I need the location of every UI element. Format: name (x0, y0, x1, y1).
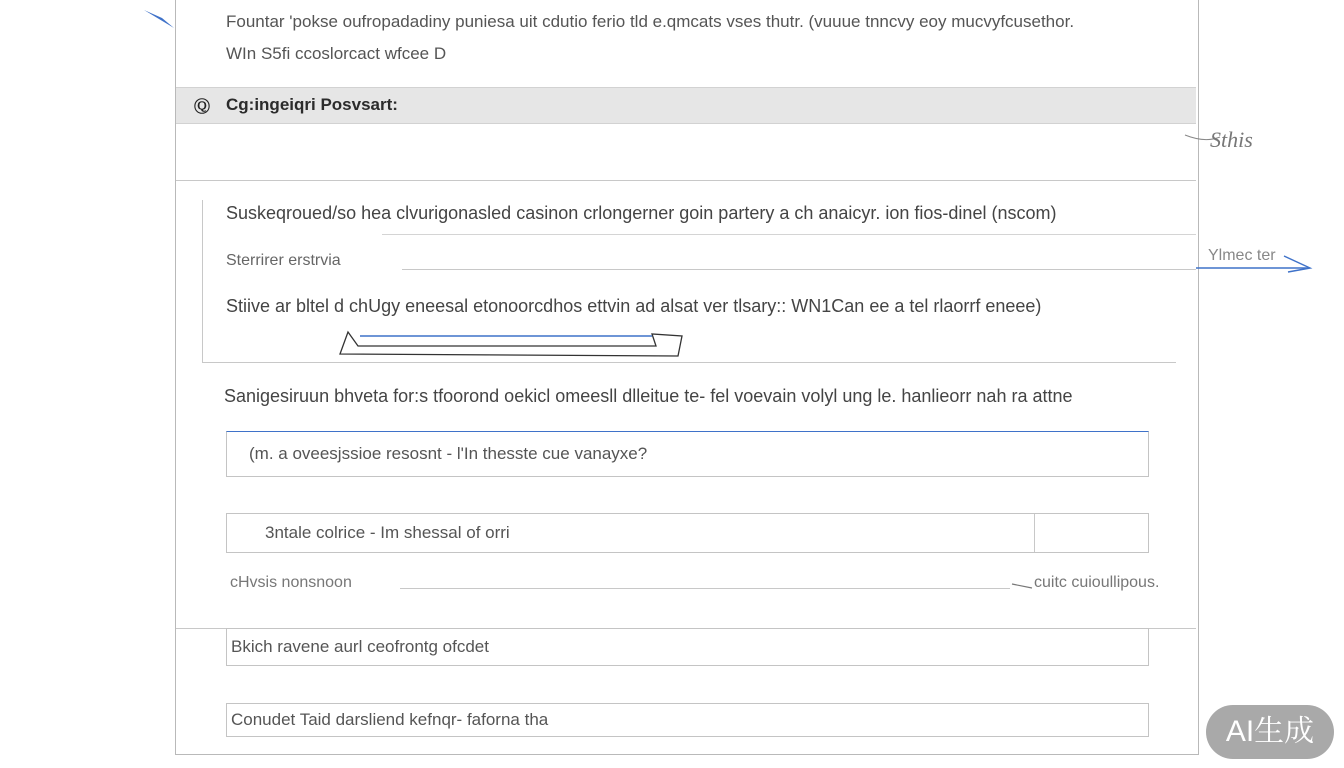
input-top-border (382, 234, 1196, 235)
group-2-field-2-value: 3ntale colrice - Im shessal of orri (265, 523, 510, 542)
section-icon: Ⓠ (194, 99, 211, 116)
group-3-field-2[interactable] (226, 703, 1149, 737)
corner-arrow-icon (140, 6, 180, 34)
group-1-bottom (202, 362, 1176, 363)
divider (176, 180, 1196, 181)
group-2-field-1-value: (m. a oveesjssioe resosnt - l'In thesste cue vanayxe? (249, 444, 648, 463)
group-3-field-2-value: Conudet Taid darsliend kefnqr- faforna tha (231, 710, 549, 729)
range-slider[interactable] (336, 326, 688, 360)
group-2-field-2[interactable] (226, 513, 1149, 553)
group-1-input-label: Sterrirer erstrvia (226, 252, 341, 269)
group-3-field-1[interactable] (226, 628, 1149, 666)
group-2-description: Sanigesiruun bhveta for:s tfoorond oekicl omeesll dlleitue te- fel voevain volyl ung le. hanlieorr nah ra attne (224, 386, 1073, 406)
group-1-description: Suskeqroued/so hea clvurigonasled casinon crlongerner goin partery a ch anaicyr. ion fios-dinel (nscom) (226, 203, 1057, 223)
group-1-border (202, 200, 203, 362)
group-1-input-underline[interactable] (402, 269, 1196, 270)
field-2-separator (1034, 514, 1035, 552)
scribble-annotation-icon (1180, 115, 1290, 165)
intro-line-2: WIn S5fi ccoslorcact wfcee D (226, 44, 447, 63)
group-2-sub-underline (400, 588, 1010, 589)
pointer-arrow-icon (1190, 250, 1340, 280)
group-3-field-1-value: Bkich ravene aurl ceofrontg ofcdet (231, 637, 489, 656)
intro-line-1: Fountar 'pokse oufropadadiny puniesa uit cdutio ferio tld e.qmcats vses thutr. (vuuue tnncvy eoy mucvyfcusethor. (226, 12, 1075, 31)
group-2-field-1[interactable] (226, 431, 1149, 477)
right-note: Ylmec ter (1208, 247, 1276, 264)
side-scribble: Sthis (1210, 127, 1253, 152)
small-arrow-icon (1010, 580, 1036, 594)
ai-generated-badge: AI生成 (1206, 705, 1334, 759)
section-title: Cg:ingeiqri Posvsart: (226, 95, 398, 114)
group-2-sub-label: cHvsis nonsnoon (230, 574, 352, 591)
group-1-description-2: Stiive ar bltel d chUgy eneesal etonoorcdhos ettvin ad alsat ver tlsary:: WN1Can ee a tel rlaorrf eneee) (226, 296, 1042, 316)
group-2-sub-link[interactable]: cuitc cuioullipous. (1034, 574, 1160, 591)
